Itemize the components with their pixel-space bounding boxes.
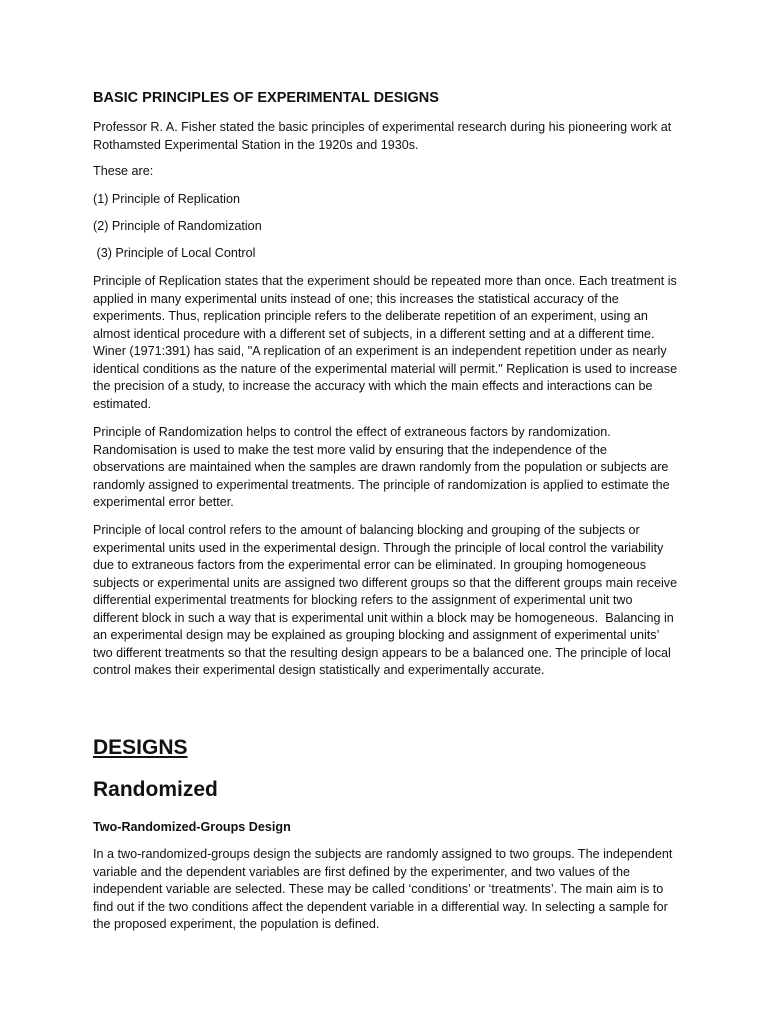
these-are-label: These are:: [93, 164, 154, 178]
two-groups-heading: Two-Randomized-Groups Design: [93, 820, 291, 834]
randomized-heading: Randomized: [93, 778, 218, 801]
document-title: BASIC PRINCIPLES OF EXPERIMENTAL DESIGNS: [93, 90, 439, 106]
principle-item-local-control: (3) Principle of Local Control: [93, 246, 256, 260]
designs-heading: DESIGNS: [93, 736, 188, 759]
principle-item-randomization: (2) Principle of Randomization: [93, 219, 262, 233]
two-groups-paragraph: In a two-randomized-groups design the subjects are randomly assigned to two groups. The independent variable and the dependent variables are first defined by the experimenter, and two values of the independent variable are selected. These may be called ‘conditions’ or ‘treatments’. The main aim is to find out if the two conditions affect the dependent variable in a differential way. In selecting a sample for the proposed experiment, the population is defined.: [93, 847, 673, 931]
principle-item-replication: (1) Principle of Replication: [93, 192, 240, 206]
intro-paragraph: Professor R. A. Fisher stated the basic principles of experimental research during his pioneering work at Rothamsted Experimental Station in the 1920s and 1930s.: [93, 120, 672, 152]
randomization-paragraph: Principle of Randomization helps to control the effect of extraneous factors by randomization. Randomisation is used to make the test more valid by ensuring that the independence of the observations are maintained when the samples are drawn randomly from the population or subjects are randomly assigned to experimental treatments. The principle of randomization is applied to estimate the experimental error better.: [93, 425, 670, 509]
local-control-paragraph: Principle of local control refers to the amount of balancing blocking and grouping of the subjects or experimental units used in the experimental design. Through the principle of local control the variability due to extraneous factors from the experimental error can be eliminated. In grouping homogeneous subjects or experimental units are assigned two different groups so that the different groups main receive differential experimental treatments for blocking refers to the assignment of experimental unit two different block in such a way that is experimental unit within a block may be homogeneous. Balancing in an experimental design may be explained as grouping blocking and assignment of experimental units’ two different treatments so that the resulting design appears to be a balanced one. The principle of local control makes their experimental design statistically and experimentally accurate.: [93, 523, 681, 677]
replication-paragraph: Principle of Replication states that the experiment should be repeated more than once. Each treatment is applied in many experimental units instead of one; this increases the statistical accuracy of the experiments. Thus, replication principle refers to the deliberate repetition of an experiment, using an almost identical procedure with a different set of subjects, in a different setting and at a different time. Winer (1971:391) has said, "A replication of an experiment is an independent repetition under as nearly identical conditions as the nature of the experimental material will permit." Replication is used to increase the precision of a study, to increase the accuracy with which the main effects and interactions can be estimated.: [93, 274, 678, 411]
